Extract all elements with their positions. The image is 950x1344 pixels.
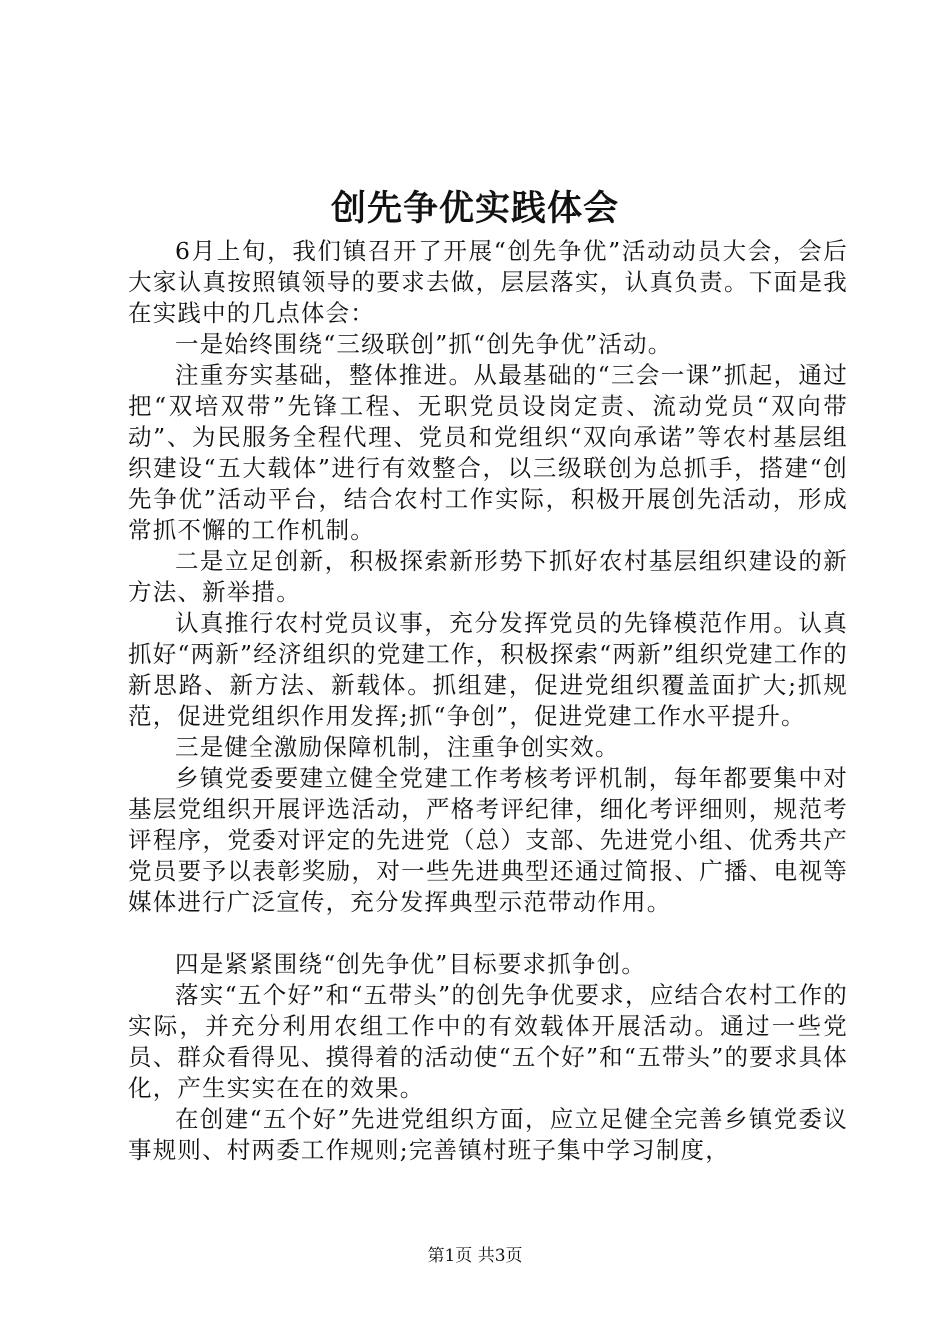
paragraph-point-three-body: 乡镇党委要建立健全党建工作考核考评机制，每年都要集中对基层党组织开展评选活动，严格考评纪律，细化考评细则，规范考评程序，党委对评定的先进党（总）支部、先进党小组、优秀共产党员要予以表彰奖励，对一些先进典型还通过简报、广播、电视等媒体进行广泛宣传，充分发挥典型示范带动作用。 [128, 764, 848, 916]
paragraph-point-four-heading: 四是紧紧围绕“创先争优”目标要求抓争创。 [175, 950, 647, 978]
paragraph-point-three-heading: 三是健全激励保障机制，注重争创实效。 [175, 733, 620, 761]
paragraph-point-four-body: 落实“五个好”和“五带头”的创先争优要求，应结合农村工作的实际，并充分利用农组工作中的有效载体开展活动。通过一些党员、群众看得见、摸得着的活动使“五个好”和“五带头”的要求具体化，产生实实在在的效果。 [128, 981, 848, 1102]
paragraph-point-one-heading: 一是始终围绕“三级联创”抓“创先争优”活动。 [175, 330, 673, 358]
page-number-footer: 第1页 共3页 [427, 1246, 523, 1266]
paragraph-point-one-body: 注重夯实基础，整体推进。从最基础的“三会一课”抓起，通过把“双培双带”先锋工程、无职党员设岗定责、流动党员“双向带动”、为民服务全程代理、党员和党组织“双向承诺”等农村基层组织建设“五大载体”进行有效整合，以三级联创为总抓手，搭建“创先争优”活动平台，结合农村工作实际，积极开展创先活动，形成常抓不懈的工作机制。 [128, 361, 848, 544]
document-title: 创先争优实践体会 [330, 188, 619, 229]
paragraph-five-good-body: 在创建“五个好”先进党组织方面，应立足健全完善乡镇党委议事规则、村两委工作规则;完善镇村班子集中学习制度， [128, 1105, 848, 1164]
paragraph-intro: 6月上旬，我们镇召开了开展“创先争优”活动动员大会，会后大家认真按照镇领导的要求去做，层层落实，认真负责。下面是我在实践中的几点体会： [128, 237, 848, 327]
paragraph-point-two-body: 认真推行农村党员议事，充分发挥党员的先锋模范作用。认真抓好“两新”经济组织的党建工作，积极探索“两新”组织党建工作的新思路、新方法、新载体。抓组建，促进党组织覆盖面扩大;抓规范，促进党组织作用发挥;抓“争创”，促进党建工作水平提升。 [128, 609, 848, 730]
paragraph-point-two-heading: 二是立足创新，积极探索新形势下抓好农村基层组织建设的新方法、新举措。 [128, 547, 848, 606]
document-body [128, 236, 848, 1166]
